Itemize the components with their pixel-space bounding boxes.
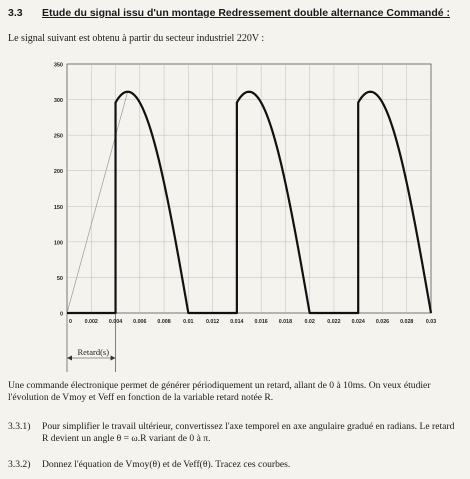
- x-tick-label: 0: [69, 319, 72, 325]
- x-tick-label: 0.01: [183, 319, 194, 325]
- y-tick-label: 200: [53, 169, 63, 176]
- x-tick-label: 0.018: [278, 319, 293, 325]
- x-tick-label: 0.014: [230, 319, 244, 325]
- description-paragraph: Une commande électronique permet de générer périodiquement un retard, allant de 0 à 10ms. On veux étudier l'évolution de Vmoy et Veff en fonction de la variable retard notée R.: [8, 380, 431, 403]
- x-tick-label: 0.006: [133, 319, 147, 325]
- x-tick-label: 0.016: [254, 319, 268, 325]
- x-tick-label: 0.002: [84, 319, 98, 325]
- x-tick-label: 0.008: [157, 319, 171, 325]
- x-tick-labels: [69, 319, 436, 325]
- y-tick-label: 0: [59, 311, 63, 318]
- x-tick-label: 0.02: [304, 319, 315, 325]
- section-number: 3.3: [8, 7, 23, 19]
- signal-series: [67, 92, 431, 313]
- x-tick-label: 0.03: [425, 319, 437, 325]
- question-2-text: Donnez l'équation de Vmoy(θ) et de Veff(θ). Tracez ces courbes.: [42, 459, 291, 470]
- y-tick-label: 250: [53, 133, 63, 140]
- retard-arrow-head-right: [111, 356, 116, 361]
- x-tick-label: 0.012: [205, 319, 220, 325]
- y-tick-label: 50: [56, 275, 63, 282]
- plot-frame: [67, 64, 431, 313]
- signal-line: [67, 92, 431, 313]
- reference-ramp-line: [67, 92, 128, 313]
- x-tick-label: 0.028: [400, 319, 414, 325]
- retard-arrow-head-left: [67, 356, 72, 361]
- question-1-text: Pour simplifier le travail ultérieur, convertissez l'axe temporel en axe angulaire gradué en radians. Le retard R devient un angle θ = ω.R variant de 0 à π.: [42, 421, 455, 444]
- x-tick-label: 0.026: [375, 319, 390, 325]
- y-tick-label: 350: [53, 62, 63, 69]
- question-1-number: 3.3.1): [8, 421, 31, 432]
- intro-text: Le signal suivant est obtenu à partir du secteur industriel 220V :: [8, 33, 265, 44]
- y-tick-label: 150: [53, 204, 63, 211]
- section-title: Etude du signal issu d'un montage Redressement double alternance Commandé :: [42, 7, 450, 19]
- chart-grid: [67, 64, 431, 313]
- retard-label: Retard(s): [77, 347, 110, 357]
- y-tick-labels: [54, 63, 63, 318]
- question-2-number: 3.3.2): [8, 459, 31, 470]
- y-tick-label: 100: [53, 240, 63, 247]
- x-tick-label: 0.022: [327, 319, 341, 325]
- x-tick-label: 0.004: [108, 319, 123, 325]
- y-tick-label: 300: [53, 98, 63, 105]
- x-tick-label: 0.024: [351, 319, 365, 325]
- reference-ramp: [67, 92, 128, 313]
